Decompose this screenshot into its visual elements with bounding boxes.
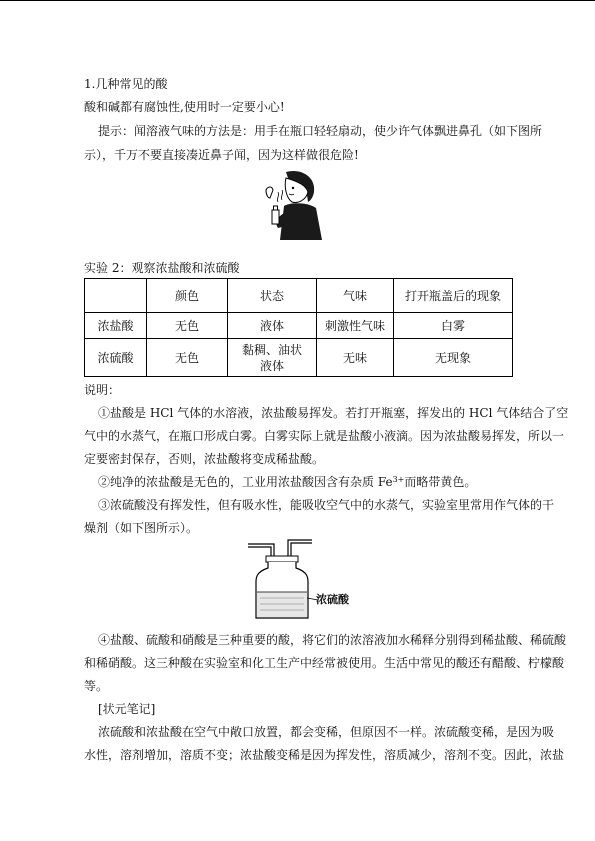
table-header-cell: 状态 [228, 279, 317, 313]
explain-p4-line3: 等。 [84, 679, 109, 693]
explain-p3-line1: ③浓硫酸没有挥发性，但有吸水性，能吸收空气中的水蒸气，实验室里常用作气体的干 [98, 498, 555, 512]
table-header-cell: 气味 [317, 279, 394, 313]
table-cell: 浓硫酸 [85, 339, 147, 377]
explain-p3-line2: 燥剂（如下图所示）。 [84, 521, 199, 535]
explain-p2-text: ②纯净的浓盐酸是无色的，工业用浓盐酸因含有杂质 Fe [98, 475, 393, 489]
table-cell: 白雾 [394, 313, 513, 339]
table-header-cell [85, 279, 147, 313]
table-header-row [85, 279, 513, 313]
drying-bottle-illustration [246, 538, 326, 622]
table-cell: 无色 [147, 339, 228, 377]
explain-label: 说明： [84, 383, 121, 397]
table-row [85, 339, 513, 377]
explain-p4-line1: ④盐酸、硫酸和硝酸是三种重要的酸，将它们的浓溶液加水稀释分别得到稀盐酸、稀硫酸 [98, 633, 567, 647]
notes-line-1: 浓硫酸和浓盐酸在空气中敞口放置，都会变稀，但原因不一样。浓硫酸变稀，是因为吸 [98, 725, 555, 739]
table-header-cell: 打开瓶盖后的现象 [394, 279, 513, 313]
fe-charge-superscript: 3+ [392, 475, 405, 484]
warning-text: 酸和碱都有腐蚀性,使用时一定要小心! [84, 100, 285, 114]
experiment-table [84, 278, 513, 377]
explain-p2 [98, 474, 476, 490]
explain-p1-line2: 气中的水蒸气，在瓶口形成白雾。白雾实际上就是盐酸小液滴。因为浓盐酸易挥发，所以一 [84, 429, 565, 443]
table-cell: 无现象 [394, 339, 513, 377]
explain-p1-line3: 定要密封保存，否则，浓盐酸将变成稀盐酸。 [84, 452, 325, 466]
experiment-title: 实验 2：观察浓盐酸和浓硫酸 [84, 261, 240, 275]
tip-line-2: 示），千万不要直接凑近鼻子闻，因为这样做很危险! [84, 148, 359, 162]
explain-p4-line2: 和稀硝酸。这三种酸在实验室和化工生产中经常被使用。生活中常见的酸还有醋酸、柠檬酸 [84, 656, 565, 670]
table-cell: 无味 [317, 339, 394, 377]
table-cell: 无色 [147, 313, 228, 339]
explain-p1-line1: ①盐酸是 HCl 气体的水溶液，浓盐酸易挥发。若打开瓶塞，挥发出的 HCl 气体结合了空 [98, 406, 569, 420]
smelling-person-illustration [256, 168, 326, 240]
table-cell: 液体 [228, 313, 317, 339]
bottle-label: 浓硫酸 [316, 593, 349, 606]
tip-line-1: 提示：闻溶液气味的方法是：用手在瓶口轻轻扇动，使少许气体飘进鼻孔（如下图所 [98, 124, 543, 138]
table-cell: 浓盐酸 [85, 313, 147, 339]
notes-line-2: 水性，溶剂增加，溶质不变；浓盐酸变稀是因为挥发性，溶质减少，溶剂不变。因此，浓盐 [84, 748, 565, 762]
table-cell: 刺激性气味 [317, 313, 394, 339]
explain-p2-tail: 而略带黄色。 [404, 475, 477, 489]
table-header-cell: 颜色 [147, 279, 228, 313]
section-heading: 1.几种常见的酸 [84, 77, 168, 91]
table-cell: 黏稠、油状液体 [228, 339, 317, 377]
notes-title: [状元笔记] [98, 702, 156, 716]
table-row [85, 313, 513, 339]
page-top-rule [0, 0, 595, 1]
